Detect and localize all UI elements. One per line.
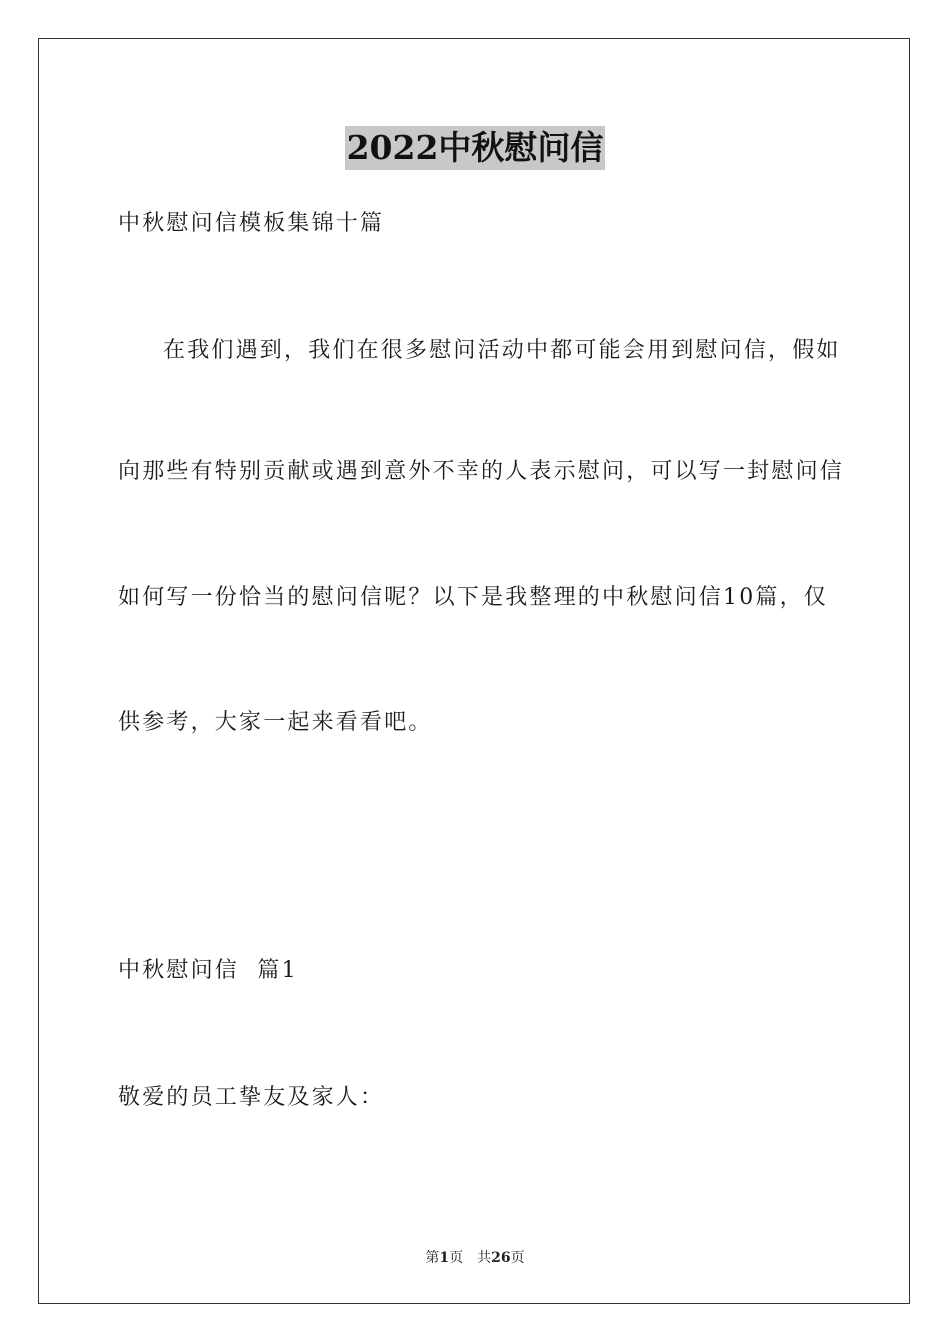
intro-line-1: 在我们遇到，我们在很多慰问活动中都可能会用到慰问信，假如: [163, 338, 841, 363]
intro-line-4: 供参考，大家一起来看看吧。: [118, 710, 433, 735]
page-number: 1: [439, 1250, 450, 1266]
intro-line-3: 如何写一份恰当的慰问信呢？以下是我整理的中秋慰问信10篇，仅: [118, 585, 828, 610]
salutation: 敬爱的员工挚友及家人：: [118, 1085, 385, 1110]
section-heading: 中秋慰问信 篇1: [118, 958, 298, 983]
total-pages: 26: [491, 1250, 511, 1266]
document-subtitle: 中秋慰问信模板集锦十篇: [118, 211, 385, 236]
total-suffix: 页: [510, 1250, 525, 1266]
total-prefix: 共: [477, 1250, 492, 1266]
page-suffix: 页: [449, 1250, 464, 1266]
page-footer: [0, 1249, 950, 1267]
page-prefix: 第: [425, 1250, 440, 1266]
intro-line-2: 向那些有特别贡献或遇到意外不幸的人表示慰问，可以写一封慰问信: [118, 459, 845, 484]
document-title: 2022中秋慰问信: [345, 126, 606, 170]
title-container: [0, 126, 950, 170]
